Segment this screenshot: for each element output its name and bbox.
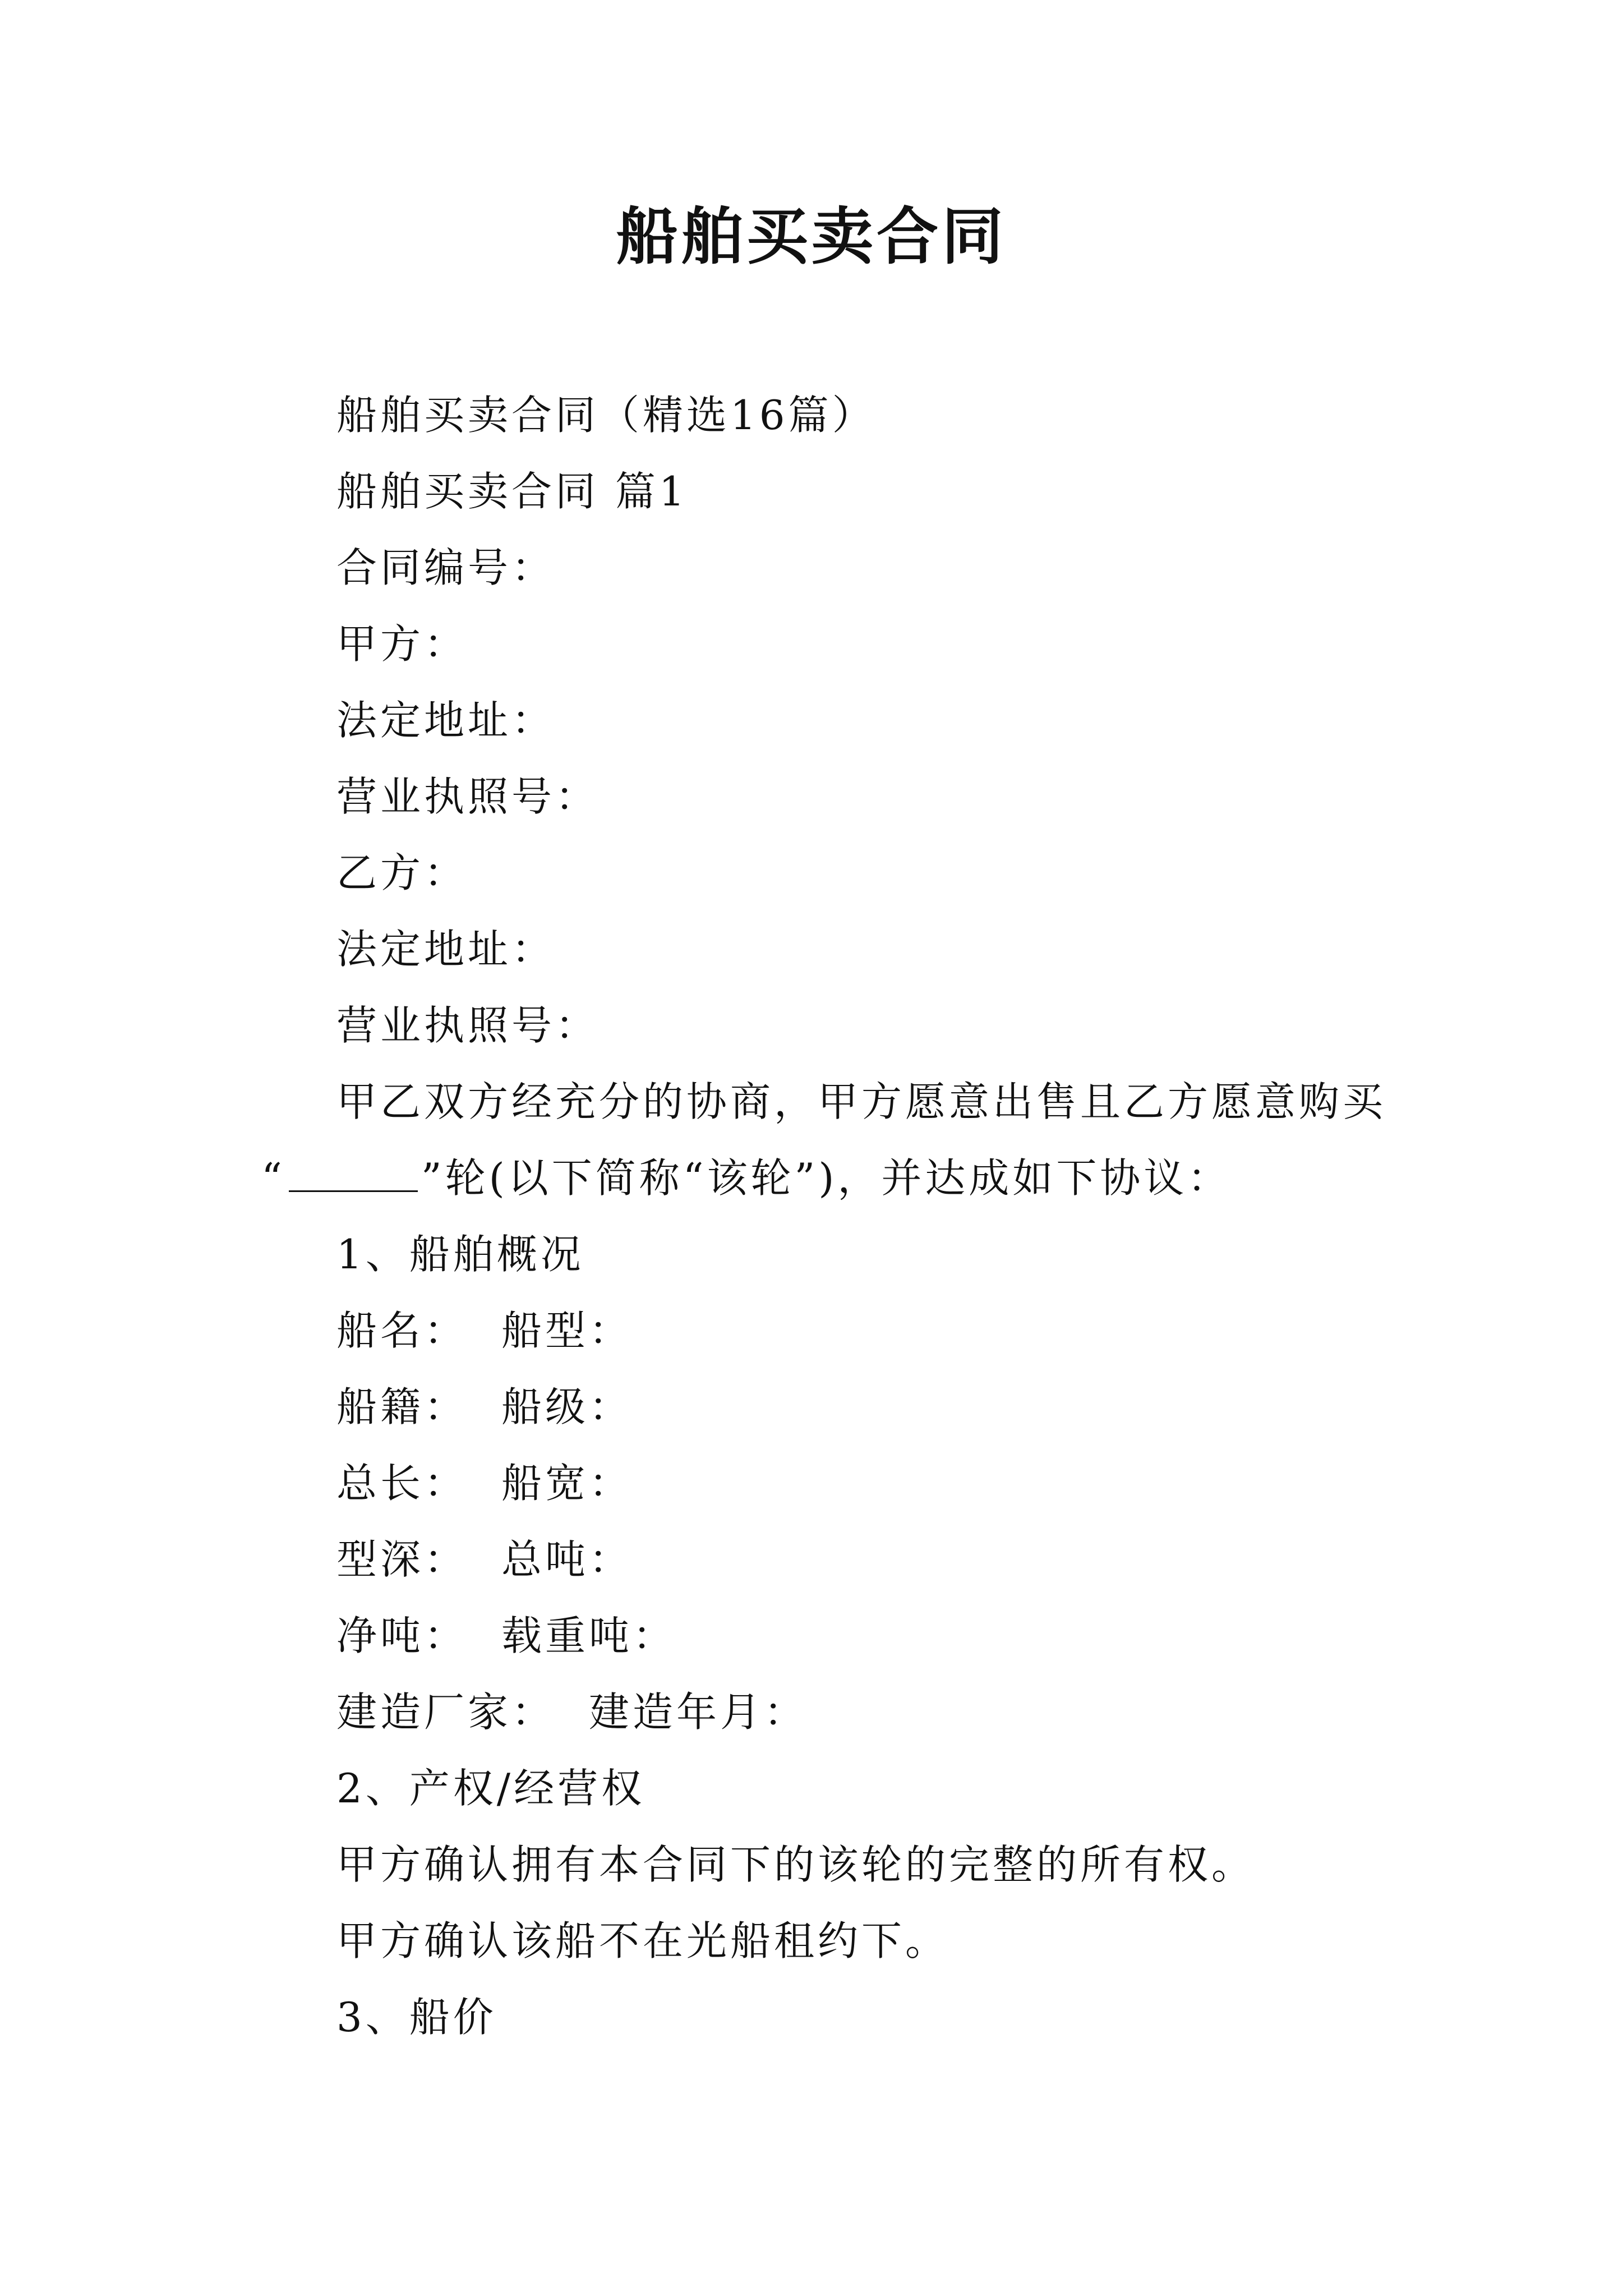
vessel-field-label: 载重吨： xyxy=(501,1612,677,1659)
party-b-license-label: 营业执照号： xyxy=(336,1002,600,1049)
section-1-heading: 1、船舶概况 xyxy=(336,1231,584,1278)
section-heading: 船舶买卖合同 篇1 xyxy=(336,468,688,515)
party-b-address-label: 法定地址： xyxy=(336,926,556,973)
vessel-field-label: 建造厂家： xyxy=(336,1688,556,1736)
section-3-heading: 3、船价 xyxy=(336,1994,497,2041)
vessel-field-label: 型深： xyxy=(336,1536,468,1583)
vessel-info-row xyxy=(336,1455,633,1511)
vessel-field-label: 船级： xyxy=(501,1383,633,1430)
vessel-field-label: 船型： xyxy=(501,1307,633,1354)
vessel-info-row xyxy=(336,1608,676,1664)
party-b-label: 乙方： xyxy=(336,849,468,896)
intro-paragraph-line-1: 甲乙双方经充分的协商，甲方愿意出售且乙方愿意购买 xyxy=(336,1078,1387,1125)
vessel-info-row xyxy=(336,1531,633,1588)
vessel-info-row xyxy=(336,1379,633,1435)
intro-line-2-text: ”轮(以下简称“该轮”)，并达成如下协议： xyxy=(421,1154,1232,1202)
vessel-info-row xyxy=(336,1303,633,1359)
vessel-field-label: 船名： xyxy=(336,1307,468,1354)
vessel-field-label: 建造年月： xyxy=(589,1688,808,1736)
party-a-license-label: 营业执照号： xyxy=(336,773,600,820)
vessel-field-label: 船籍： xyxy=(336,1383,468,1430)
document-subtitle: 船舶买卖合同（精选16篇） xyxy=(336,392,876,439)
section-2-heading: 2、产权/经营权 xyxy=(336,1765,645,1812)
vessel-field-label: 总吨： xyxy=(501,1536,633,1583)
open-quote: “ xyxy=(261,1154,285,1202)
section-2-paragraph: 甲方确认拥有本合同下的该轮的完整的所有权。 xyxy=(336,1841,1256,1888)
section-2-paragraph: 甲方确认该船不在光船租约下。 xyxy=(336,1917,949,1964)
contract-number-label: 合同编号： xyxy=(336,544,556,591)
vessel-field-label: 船宽： xyxy=(501,1460,633,1507)
vessel-field-label: 总长： xyxy=(336,1460,468,1507)
party-a-address-label: 法定地址： xyxy=(336,697,556,744)
party-a-label: 甲方： xyxy=(336,620,468,668)
vessel-field-label: 净吨： xyxy=(336,1612,468,1659)
intro-paragraph-line-2 xyxy=(261,1150,1231,1206)
vessel-info-row xyxy=(336,1684,808,1740)
ship-name-blank xyxy=(289,1157,418,1192)
document-title: 船舶买卖合同 xyxy=(616,200,1007,273)
